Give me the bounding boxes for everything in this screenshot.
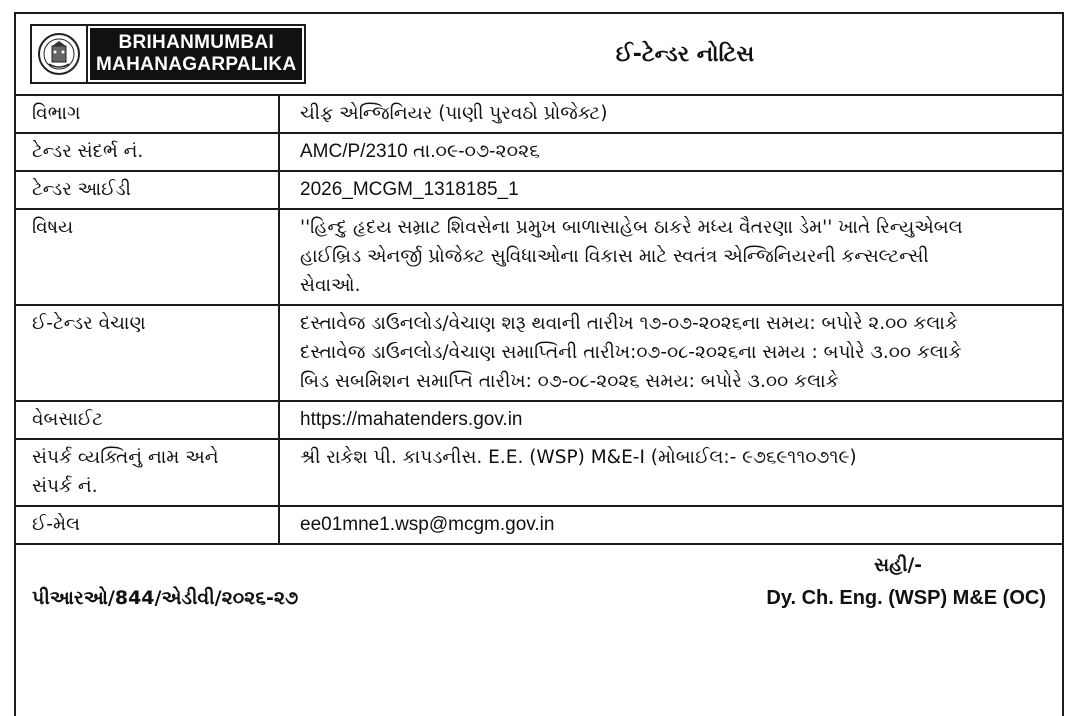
tender-details-table [16, 96, 1062, 545]
row-label-subject: વિષય [16, 209, 279, 305]
contact-label-line-2: સંપર્ક નં. [32, 476, 98, 497]
designation: Dy. Ch. Eng. (WSP) M&E (OC) [766, 587, 1046, 609]
table-row [16, 506, 1062, 544]
pro-number: પીઆરઓ/844/એડીવી/૨૦૨૬-૨૭ [32, 587, 299, 609]
table-row [16, 439, 1062, 506]
row-value-sale [279, 305, 1062, 401]
tender-notice [14, 12, 1064, 716]
notice-header [16, 14, 1062, 96]
row-label-sale: ઈ-ટેન્ડર વેચાણ [16, 305, 279, 401]
row-value-tender-ref: AMC/P/2310 તા.૦૯-૦૭-૨૦૨૬ [279, 133, 1062, 171]
table-row [16, 133, 1062, 171]
emblem-icon [32, 26, 88, 82]
brand-line-1: BRIHANMUMBAI [118, 32, 275, 53]
row-value-subject [279, 209, 1062, 305]
row-label-email: ઈ-મેલ [16, 506, 279, 544]
row-label-tender-ref: ટેન્ડર સંદર્ભ નં. [16, 133, 279, 171]
subject-line-1: ''હિન્દુ હૃદય સમ્રાટ શિવસેના પ્રમુખ બાળાસાહેબ ઠાકરે મધ્ય વૈતરણા ડેમ'' ખાતે રિન્યુએબલ [300, 217, 963, 238]
table-row [16, 401, 1062, 439]
contact-label-line-1: સંપર્ક વ્યક્તિનું નામ અને [32, 447, 219, 468]
row-label-website: વેબસાઈટ [16, 401, 279, 439]
sale-line-1: દસ્તાવેજ ડાઉનલોડ/વેચાણ શરૂ થવાની તારીખ ૧૭-૦૭-૨૦૨૬ના સમય: બપોરે ૨.૦૦ કલાકે [300, 313, 958, 334]
brand-line-2: MAHANAGARPALIKA [96, 54, 297, 75]
row-value-contact: શ્રી રાકેશ પી. કાપડનીસ. E.E. (WSP) M&E-I (મોબાઈલ:- ૯૭૬૯૧૧૦૭૧૯) [279, 439, 1062, 506]
table-row [16, 305, 1062, 401]
subject-line-3: સેવાઓ. [300, 275, 361, 296]
row-label-contact [16, 439, 279, 506]
table-row [16, 171, 1062, 209]
sale-line-2: દસ્તાવેજ ડાઉનલોડ/વેચાણ સમાપ્તિની તારીખ:૦૭-૦૮-૨૦૨૬ના સમય : બપોરે ૩.૦૦ કલાકે [300, 342, 962, 363]
table-row [16, 96, 1062, 133]
logo-area [16, 14, 368, 94]
sale-line-3: બિડ સબમિશન સમાપ્તિ તારીખ: ૦૭-૦૮-૨૦૨૬ સમય: બપોરે ૩.૦૦ કલાકે [300, 371, 839, 392]
notice-title: ઈ-ટેન્ડર નોટિસ [615, 41, 755, 67]
row-value-email: ee01mne1.wsp@mcgm.gov.in [279, 506, 1062, 544]
row-label-tender-id: ટેન્ડર આઈડી [16, 171, 279, 209]
row-value-department: ચીફ એન્જિનિયર (પાણી પુરવઠો પ્રોજેક્ટ) [279, 96, 1062, 133]
row-value-tender-id: 2026_MCGM_1318185_1 [279, 171, 1062, 209]
mcgm-logo [30, 24, 306, 84]
notice-footer [16, 545, 1062, 615]
signature-text: સહી/- [874, 555, 922, 576]
table-row [16, 209, 1062, 305]
brand-name [90, 28, 302, 80]
row-value-website: https://mahatenders.gov.in [279, 401, 1062, 439]
row-label-department: વિભાગ [16, 96, 279, 133]
subject-line-2: હાઈબ્રિડ એનર્જી પ્રોજેક્ટ સુવિધાઓના વિકાસ માટે સ્વતંત્ર એન્જિનિયરની કન્સલ્ટન્સી [300, 246, 929, 267]
